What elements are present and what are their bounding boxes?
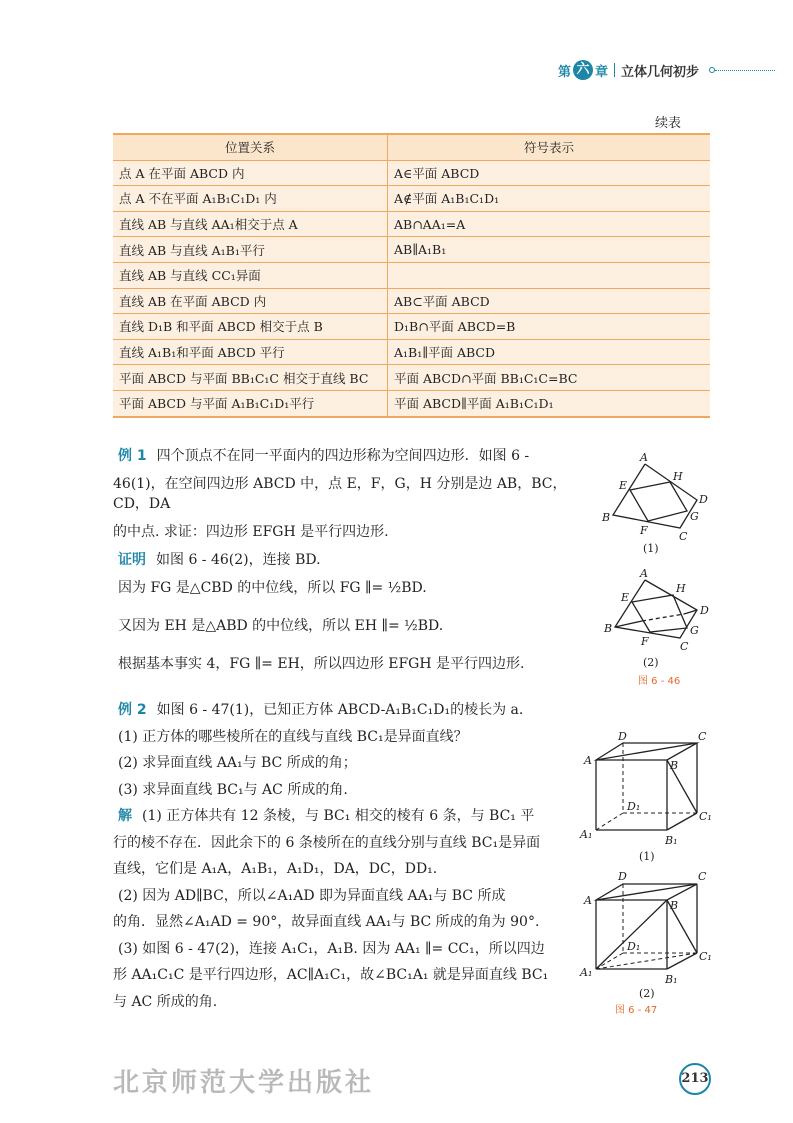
figure-6-47-2 [596,884,697,969]
table-cell: 直线 AB 与直线 A₁B₁平行 [113,237,388,263]
vertex-label: D [618,870,627,883]
table-cell: 平面 ABCD 与平面 BB₁C₁C 相交于直线 BC [113,365,388,391]
vertex-label: C [698,870,707,883]
vertex-label: C [698,730,707,743]
subfigure-label: (2) [643,656,659,669]
table-cell: 点 A 不在平面 A₁B₁C₁D₁ 内 [113,186,388,212]
vertex-label: B [604,622,613,635]
vertex-label: C [680,640,689,653]
chapter-title: 立体几何初步 [621,64,700,80]
table-caption: 续表 [655,116,682,131]
solution-line: 行的棱不存在．因此余下的 6 条棱所在的直线分别与直线 BC₁是异面 [113,834,541,851]
vertex-label: C₁ [699,810,712,823]
vertex-label: D₁ [627,940,641,953]
table-cell: A∈平面 ABCD [388,160,711,186]
table-cell: 直线 A₁B₁和平面 ABCD 平行 [113,339,388,365]
solution-text: (1) 正方体共有 12 条棱，与 BC₁ 相交的棱有 6 条，与 BC₁ 平 [142,808,535,824]
subfigure-label: (1) [639,850,655,863]
vertex-label: H [676,582,686,595]
vertex-label: E [621,591,630,604]
vertex-label: C [679,530,688,543]
chapter-suffix: 章 [595,64,609,80]
figure-6-47-1 [596,743,697,830]
vertex-label: C₁ [699,950,712,963]
example2-label: 例 2 [118,702,147,718]
vertex-label: A [640,451,648,464]
vertex-label: H [673,470,683,483]
subfigure-label: (2) [639,987,655,1000]
table-cell: A∉平面 A₁B₁C₁D₁ [388,186,711,212]
column-header: 符号表示 [388,134,711,160]
chapter-prefix: 第 [558,64,572,80]
vertex-label: F [640,524,648,537]
solution-line: (3) 如图 6 - 47(2)，连接 A₁C₁，A₁B. 因为 AA₁ ∥= CC₁，所以四边 [118,940,545,957]
solution-line: 形 AA₁C₁C 是平行四边形，AC∥A₁C₁，故∠BC₁A₁ 就是异面直线 BC₁ [113,967,549,983]
solution-line: 与 AC 所成的角. [113,993,218,1010]
table-cell: D₁B∩平面 ABCD=B [388,314,711,340]
vertex-label: G [690,624,699,637]
table-cell: AB⊂平面 ABCD [388,288,711,314]
vertex-label: A₁ [580,966,593,979]
example1-label: 例 1 [118,448,147,464]
page-number: 213 [679,1063,711,1095]
table-cell: 直线 AB 在平面 ABCD 内 [113,288,388,314]
vertex-label: B₁ [665,834,678,847]
subfigure-label: (1) [643,542,659,555]
figure-caption: 图 6 - 47 [615,1005,658,1016]
vertex-label: F [641,635,649,648]
solution-line: (2) 因为 AD∥BC，所以∠A₁AD 即为异面直线 AA₁与 BC 所成 [118,887,506,904]
solution-line: 的角．显然∠A₁AD = 90°，故异面直线 AA₁与 BC 所成的角为 90°. [113,914,540,930]
vertex-label: G [690,510,699,523]
vertex-label: A [640,567,648,580]
figure-6-47-1-labels [579,730,712,863]
vertex-label: A₁ [580,828,593,841]
figure-caption: 图 6 - 46 [638,676,681,687]
column-header: 位置关系 [113,134,388,160]
table-cell: AB∩AA₁=A [388,211,711,237]
vertex-label: D [700,604,709,617]
figure-6-46-1 [613,464,697,528]
example2-line: (2) 求异面直线 AA₁与 BC 所成的角； [118,755,357,771]
figure-6-46-1-labels [601,451,708,555]
vertex-label: B₁ [665,973,678,986]
vertex-label: B [670,759,679,772]
proof-line: 因为 FG 是△CBD 的中位线，所以 FG ∥= ½BD. [118,580,427,596]
example1-line: 46(1)，在空间四边形 ABCD 中，点 E，F，G，H 分别是边 AB，BC，CD，DA [113,476,567,512]
table-cell: 平面 ABCD∩平面 BB₁C₁C=BC [388,365,711,391]
proof-label: 证明 [118,552,146,568]
table-cell: 直线 D₁B 和平面 ABCD 相交于点 B [113,314,388,340]
proof-line: 根据基本事实 4，FG ∥= EH，所以四边形 EFGH 是平行四边形. [118,656,525,672]
table-cell: A₁B₁∥平面 ABCD [388,339,711,365]
vertex-label: A [584,754,592,767]
proof-line: 又因为 EH 是△ABD 的中位线，所以 EH ∥= ½BD. [118,618,444,634]
example2-text: 如图 6 - 47(1)，已知正方体 ABCD-A₁B₁C₁D₁的棱长为 a. [156,702,524,718]
table-cell: 点 A 在平面 ABCD 内 [113,160,388,186]
solution-label: 解 [118,808,132,824]
vertex-label: B [670,899,679,912]
table-cell: 平面 ABCD 与平面 A₁B₁C₁D₁平行 [113,390,388,416]
table-cell: 平面 ABCD∥平面 A₁B₁C₁D₁ [388,390,711,416]
chapter-number-badge: 六 [573,60,593,80]
vertex-label: B [602,511,611,524]
solution-line: 直线，它们是 A₁A，A₁B₁，A₁D₁，DA，DC，DD₁. [113,861,438,877]
example1-line: 的中点. 求证：四边形 EFGH 是平行四边形. [113,524,389,540]
example2-line: (3) 求异面直线 BC₁与 AC 所成的角. [118,781,348,798]
vertex-label: E [619,479,628,492]
vertex-label: A [584,894,592,907]
vertex-label: D₁ [627,800,641,813]
vertex-label: D [699,493,708,506]
publisher-watermark: 北京师范大学出版社 [113,1068,375,1098]
example2-line: (1) 正方体的哪些棱所在的直线与直线 BC₁是异面直线？ [118,728,468,745]
table-cell: 直线 AB 与直线 CC₁异面 [113,262,388,288]
example1-text: 四个顶点不在同一平面内的四边形称为空间四边形．如图 6 - [156,448,530,464]
figure-6-46-2-labels [603,567,709,687]
table-cell: AB∥A₁B₁ [388,237,711,263]
table-cell: 直线 AB 与直线 AA₁相交于点 A [113,211,388,237]
proof-text: 如图 6 - 46(2)，连接 BD. [156,552,321,568]
vertex-label: D [618,730,627,743]
